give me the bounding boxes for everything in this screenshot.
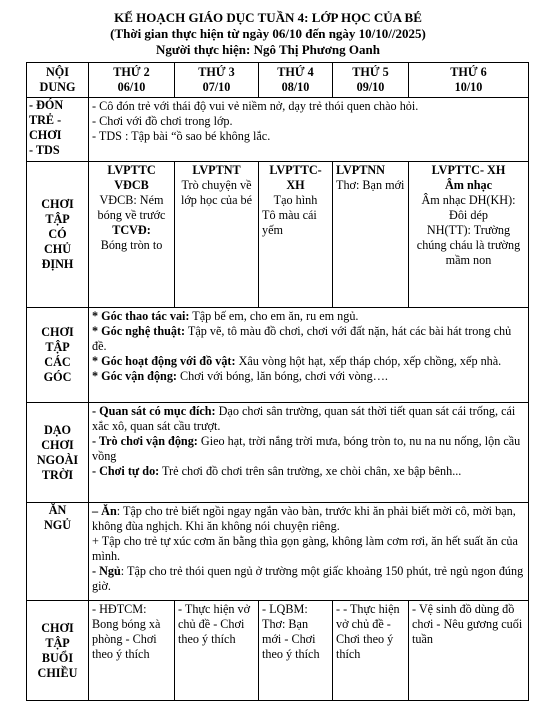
document-header <box>0 0 536 58</box>
day-header-tue: THỨ 3 07/10 <box>175 63 259 98</box>
day-header-mon: THỨ 2 06/10 <box>89 63 175 98</box>
choi-tap-tue: LVPTNT Trò chuyện về lớp học của bé <box>175 162 259 308</box>
choi-goc-content: * Góc thao tác vai: Tập bế em, cho em ăn, ru em ngủ. * Góc nghệ thuật: Tập vẽ, tô màu đồ chơi, chơi với đất nặn, hát các bài hát trong chủ đề. * Góc hoạt động với đồ vật: Xâu vòng hột hạt, xếp tháp chóp, xếp chồng, xếp nhà. * Góc vận động: Chơi với bóng, lăn bóng, chơi với vòng…. <box>89 308 529 403</box>
document-period: (Thời gian thực hiện từ ngày 06/10 đến ngày 10/10//2025) <box>110 26 426 41</box>
row-label-choi-tap: CHƠI TẬP CÓ CHỦ ĐỊNH <box>27 162 89 308</box>
row-choi-tap-co-chu-dinh <box>27 162 529 308</box>
row-buoi-chieu <box>27 601 529 701</box>
corner-cell: NỘI DUNG <box>27 63 89 98</box>
choi-tap-mon: LVPTTC VĐCB VĐCB: Ném bóng về trước TCVĐ: Bóng tròn to <box>89 162 175 308</box>
row-label-buoi-chieu: CHƠI TẬP BUỔI CHIỀU <box>27 601 89 701</box>
row-ngoai-troi <box>27 403 529 503</box>
buoi-chieu-fri: - Vệ sinh đồ dùng đồ chơi - Nêu gương cuối tuần <box>409 601 529 701</box>
don-tre-content: - Cô đón trẻ với thái độ vui vẻ niềm nở, dạy trẻ thói quen chào hỏi. - Chơi với đồ chơi trong lớp. - TDS : Tập bài “ồ sao bé không lắc. <box>89 98 529 162</box>
document-teacher: Người thực hiện: Ngô Thị Phương Oanh <box>156 42 380 57</box>
buoi-chieu-mon: - HĐTCM: Bong bóng xà phòng - Chơi theo ý thích <box>89 601 175 701</box>
choi-tap-fri: LVPTTC- XH Âm nhạc Âm nhạc DH(KH): Đôi dép NH(TT): Trường chúng cháu là trường mầm non <box>409 162 529 308</box>
table-header-row <box>27 63 529 98</box>
choi-tap-wed: LVPTTC-XH Tạo hình Tô màu cái yếm <box>259 162 333 308</box>
row-don-tre <box>27 98 529 162</box>
row-choi-goc <box>27 308 529 403</box>
day-header-thu: THỨ 5 09/10 <box>333 63 409 98</box>
document-title: KẾ HOẠCH GIÁO DỤC TUẦN 4: LỚP HỌC CỦA BÉ <box>114 10 422 25</box>
row-label-don-tre: - ĐÓN TRẺ - CHƠI - TDS <box>27 98 89 162</box>
an-ngu-content: – Ăn: Tập cho trẻ biết ngồi ngay ngắn vào bàn, trước khi ăn phải biết mời cô, mời bạn, không đùa nghịch. Khi ăn không nói chuyện riêng. + Tập cho trẻ tự xúc cơm ăn bằng thìa gọn gàng, không làm cơm rơi, ăn hết suất ăn của mình. - Ngủ: Tập cho trẻ thói quen ngủ ở trường một giấc khoảng 150 phút, trẻ ngủ ngon đúng giờ. <box>89 503 529 601</box>
buoi-chieu-tue: - Thực hiện vở chủ đề - Chơi theo ý thích <box>175 601 259 701</box>
choi-tap-thu: LVPTNN Thơ: Bạn mới <box>333 162 409 308</box>
day-header-fri: THỨ 6 10/10 <box>409 63 529 98</box>
buoi-chieu-wed: - LQBM: Thơ: Bạn mới - Chơi theo ý thích <box>259 601 333 701</box>
row-label-ngoai-troi: DẠO CHƠI NGOÀI TRỜI <box>27 403 89 503</box>
plan-table <box>26 62 529 701</box>
day-header-wed: THỨ 4 08/10 <box>259 63 333 98</box>
row-label-an-ngu: ĂN NGỦ <box>27 503 89 601</box>
ngoai-troi-content: - Quan sát có mục đích: Dạo chơi sân trường, quan sát thời tiết quan sát cái trống, cái xắc xô, quan sát cầu trượt. - Trò chơi vận động: Gieo hạt, trời nắng trời mưa, bóng tròn to, nu na nu nống, lộn cầu vồng - Chơi tự do: Trẻ chơi đồ chơi trên sân trường, xe chòi chân, xe bập bênh... <box>89 403 529 503</box>
row-label-choi-goc: CHƠI TẬP CÁC GÓC <box>27 308 89 403</box>
row-an-ngu <box>27 503 529 601</box>
buoi-chieu-thu: - - Thực hiện vở chủ đề - Chơi theo ý thích <box>333 601 409 701</box>
